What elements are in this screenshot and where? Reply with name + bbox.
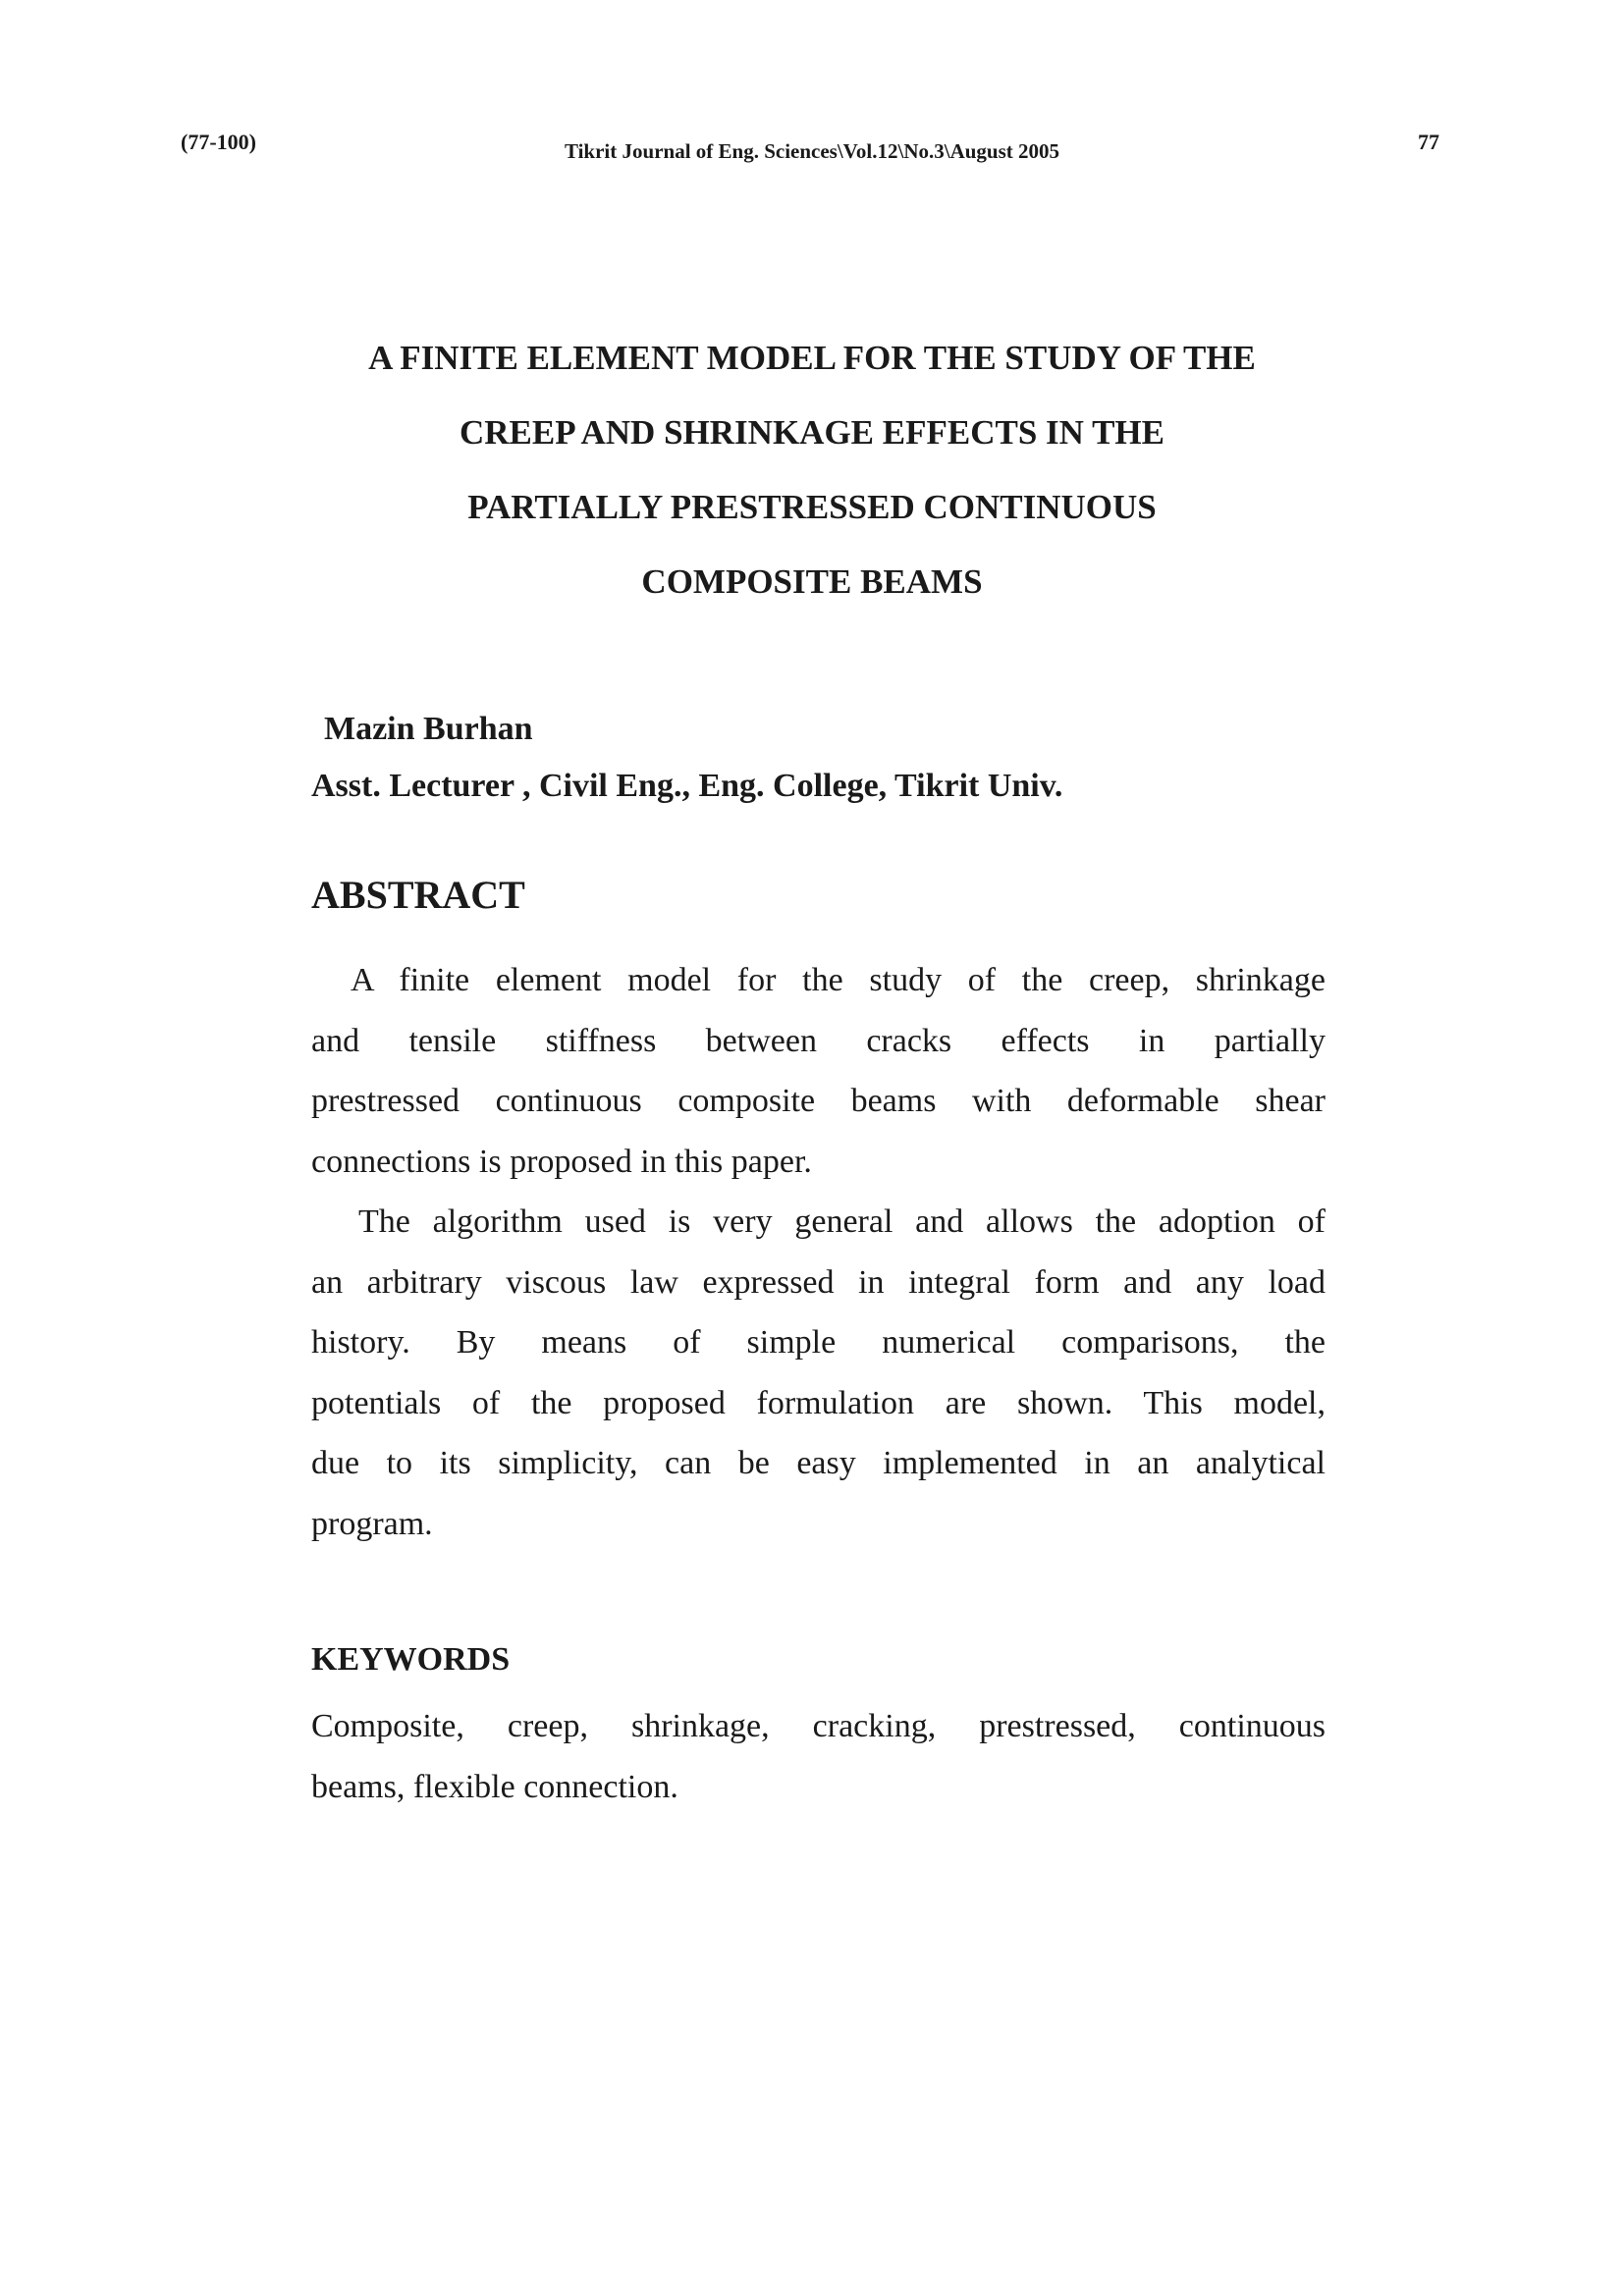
title-line: CREEP AND SHRINKAGE EFFECTS IN THE xyxy=(460,413,1164,452)
text-line: connections is proposed in this paper. xyxy=(311,1143,812,1180)
journal-header: Tikrit Journal of Eng. Sciences\Vol.12\No.3\August 2005 xyxy=(564,139,1060,163)
page-number: 77 xyxy=(1418,130,1439,154)
text-line: and tensile stiffness between cracks effects in partially xyxy=(311,1022,1326,1059)
keywords-heading: KEYWORDS xyxy=(311,1641,511,1678)
text-line: A finite element model for the study of the creep, shrinkage xyxy=(351,962,1326,998)
author-name: Mazin Burhan xyxy=(324,711,533,747)
text-line: The algorithm used is very general and allows the adoption of xyxy=(358,1203,1326,1240)
abstract-heading: ABSTRACT xyxy=(311,873,525,917)
text-line: beams, flexible connection. xyxy=(311,1768,678,1805)
author-affiliation: Asst. Lecturer , Civil Eng., Eng. College, Tikrit Univ. xyxy=(311,768,1063,804)
title-line: PARTIALLY PRESTRESSED CONTINUOUS xyxy=(467,488,1157,526)
text-line: due to its simplicity, can be easy implemented in an analytical xyxy=(311,1445,1326,1481)
text-line: prestressed continuous composite beams with deformable shear xyxy=(311,1083,1326,1119)
abstract-paragraph-1 xyxy=(311,950,1326,1192)
keywords-list xyxy=(311,1696,1326,1817)
text-line: program. xyxy=(311,1505,433,1542)
abstract-paragraph-2 xyxy=(311,1192,1326,1554)
page-range: (77-100) xyxy=(181,130,256,154)
text-line: history. By means of simple numerical comparisons, the xyxy=(311,1324,1326,1361)
title-line: COMPOSITE BEAMS xyxy=(641,562,983,601)
title-line: A FINITE ELEMENT MODEL FOR THE STUDY OF THE xyxy=(368,339,1256,377)
text-line: Composite, creep, shrinkage, cracking, prestressed, continuous xyxy=(311,1708,1326,1744)
text-line: potentials of the proposed formulation are shown. This model, xyxy=(311,1384,1326,1421)
text-line: an arbitrary viscous law expressed in integral form and any load xyxy=(311,1263,1326,1301)
